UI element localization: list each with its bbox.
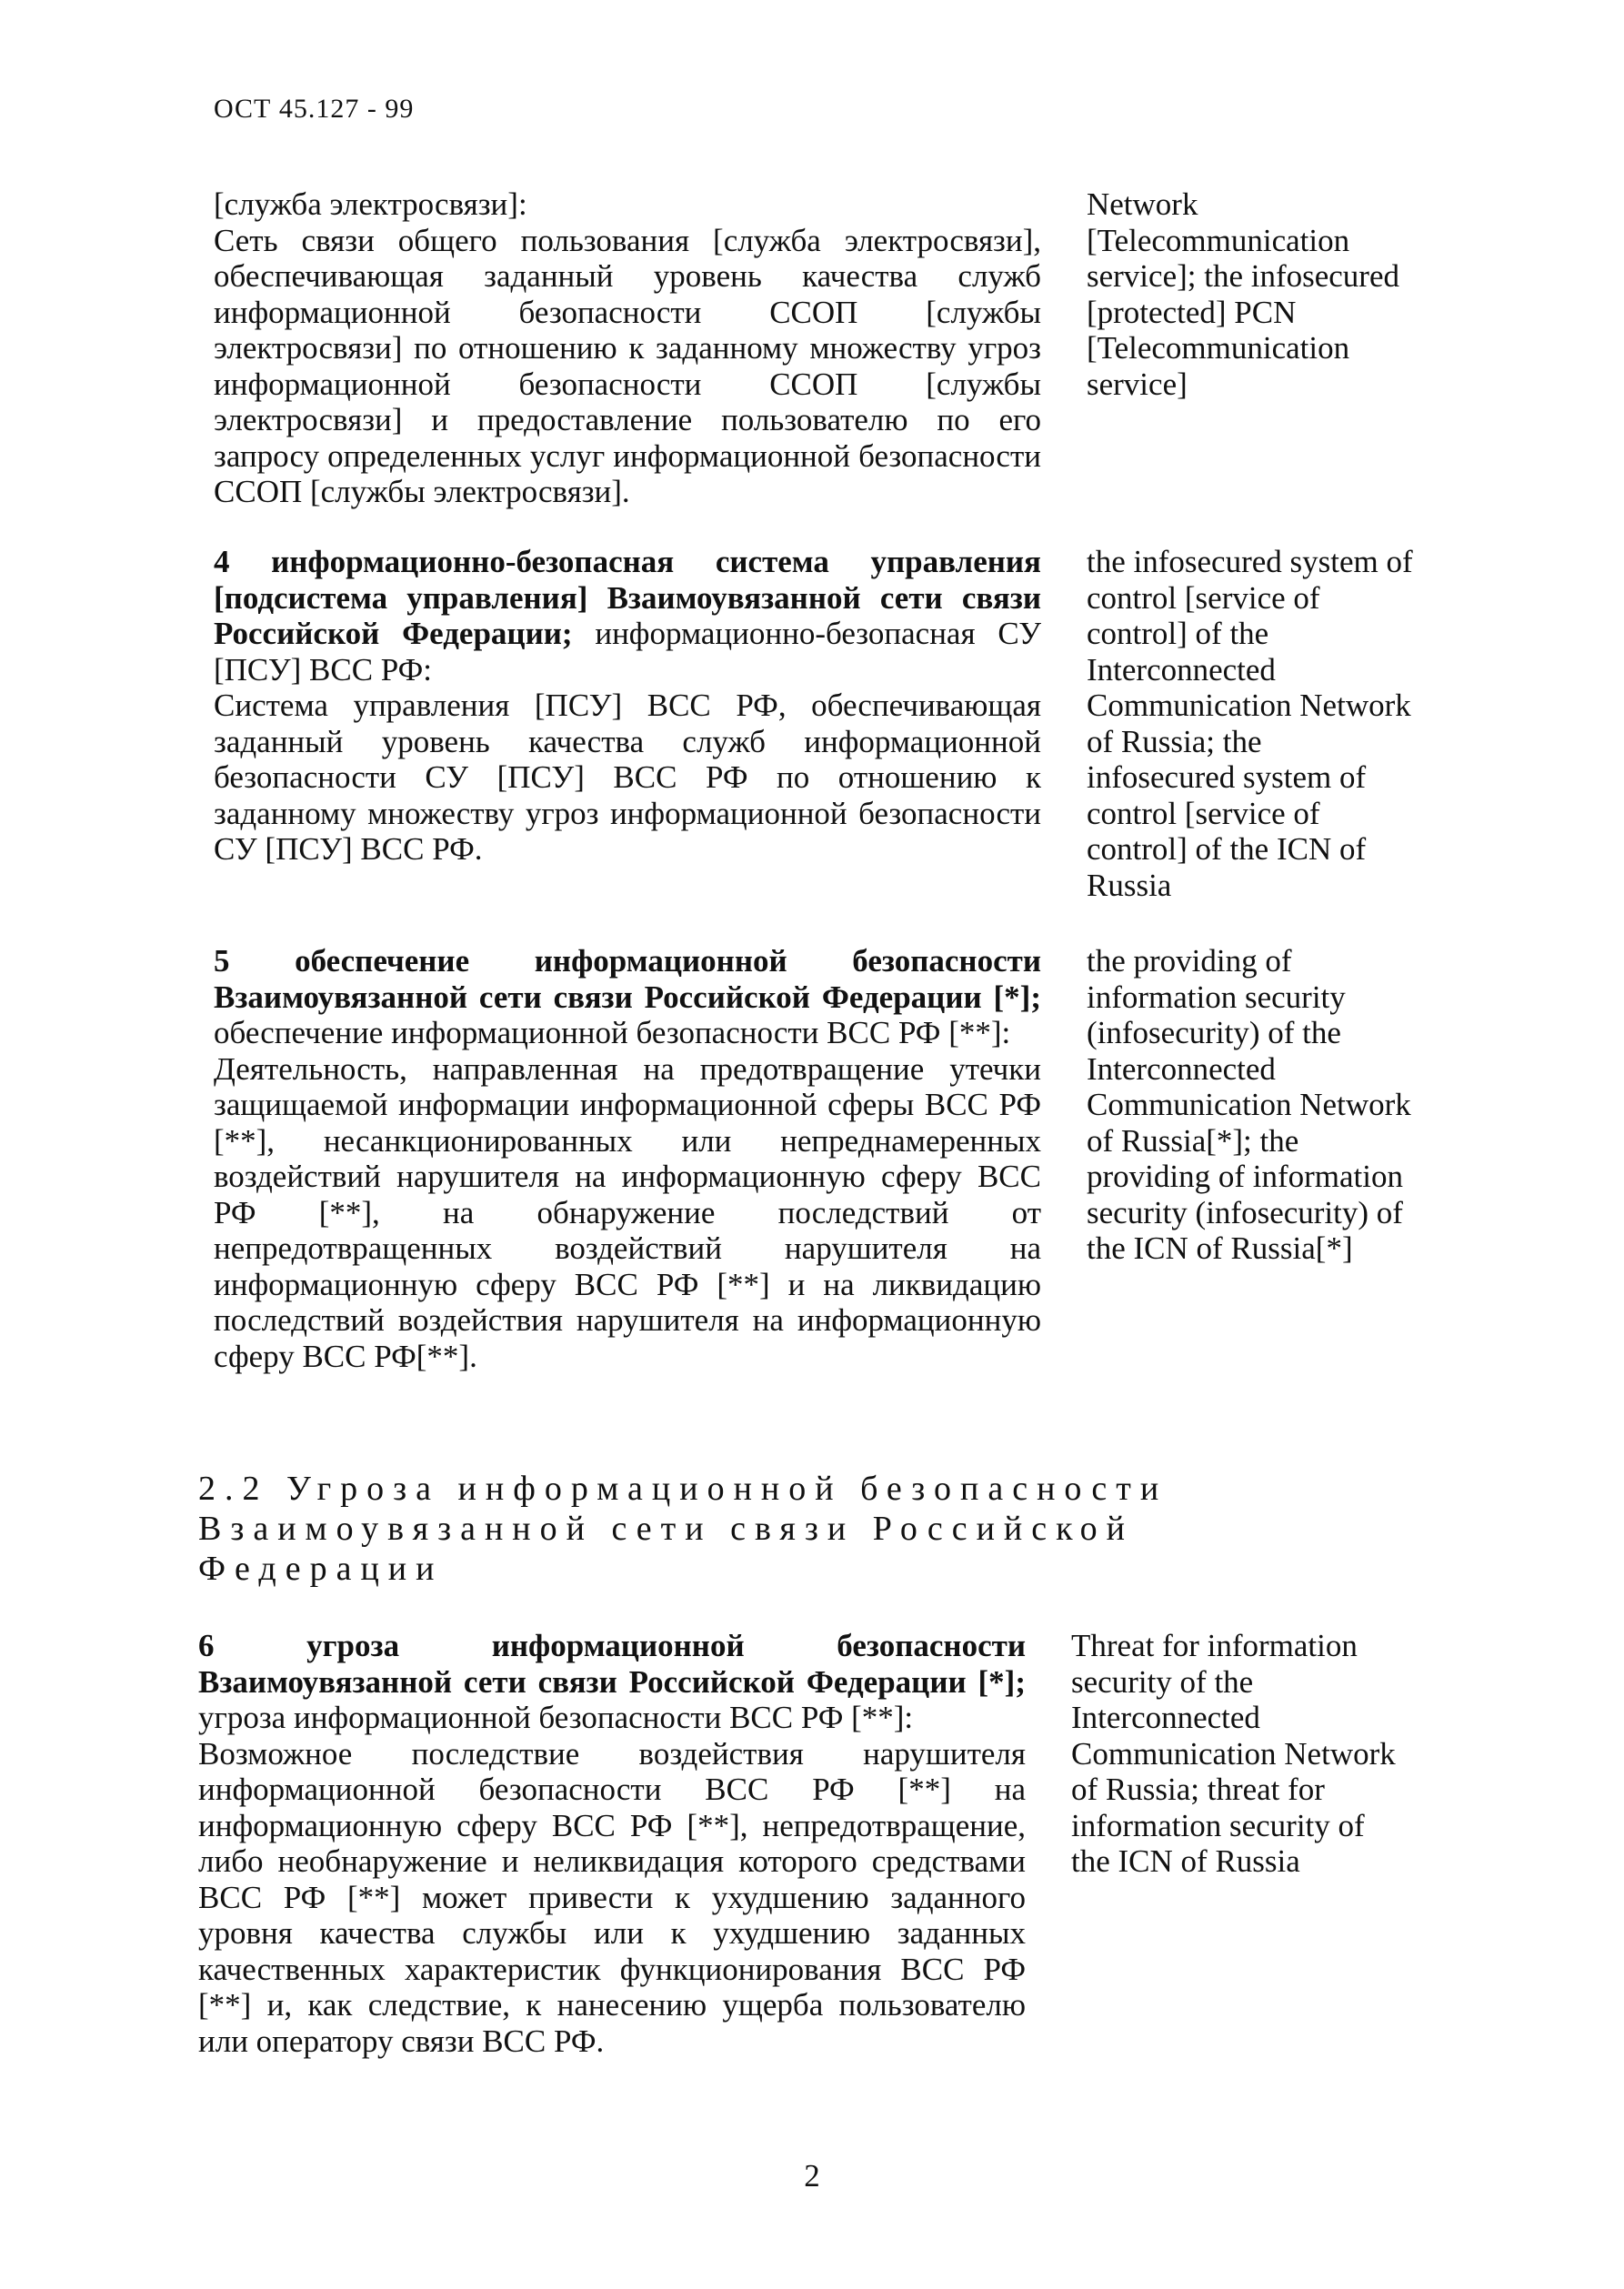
term-bold: 6 угроза информационной безопасности Взаимоувязанной сети связи Российской Федерации [*]; — [198, 1628, 1026, 1700]
term-abbrev: угроза информационной безопасности ВСС РФ [**]: — [198, 1700, 914, 1735]
definition-text: Деятельность, направленная на предотвращение утечки защищаемой информации информационной сферы ВСС РФ [**], несанкционированных или непреднамеренных воздействий нарушителя на информационную сферу ВСС РФ [**], на обнаружение последствий от непредотвращенных воздействий нарушителя на информационную сферу ВСС РФ [**] и на ликвидацию последствий воздействия нарушителя на информационную сферу ВСС РФ[**]. — [214, 1050, 1041, 1374]
english-equivalent: the providing of information security (infosecurity) of the Interconnected Communication Network of Russia[*]; the providing of information security (infosecurity) of the ICN of Russia[*] — [1087, 943, 1411, 1266]
section-title-line-2: Взаимоувязанной сети связи Российской Федерации — [198, 1510, 1135, 1588]
russian-definition — [214, 544, 1041, 868]
term-heading — [198, 1628, 1026, 1736]
definition-text: Система управления [ПСУ] ВСС РФ, обеспечивающая заданный уровень качества служб информационной безопасности СУ [ПСУ] ВСС РФ по отношению к заданному множеству угроз информационной безопасности СУ [ПСУ] ВСС РФ. — [214, 688, 1041, 867]
section-title-line-1: 2.2 Угроза информационной безопасности — [198, 1470, 1168, 1508]
document-code: ОСТ 45.127 - 99 — [214, 94, 415, 124]
russian-definition — [214, 943, 1041, 1374]
definition-text: Возможное последствие воздействия нарушителя информационной безопасности ВСС РФ [**] на информационную сферу ВСС РФ [**], непредотвращение, либо необнаружение и неликвидация которого средствами ВСС РФ [**] может привести к ухудшению заданного уровня качества службы или к ухудшению заданных качественных характеристик функционирования ВСС РФ [**] и, как следствие, к нанесению ущерба пользователю или оператору связи ВСС РФ. — [198, 1735, 1026, 2059]
term-heading — [214, 943, 1041, 1051]
russian-definition — [214, 186, 1041, 510]
term-heading — [214, 544, 1041, 688]
term-abbrev: информационно-безопасная СУ [ПСУ] ВСС РФ: — [214, 616, 1041, 688]
english-equivalent: Threat for information security of the Interconnected Communication Network of Russia; threat for information security of the ICN of Russia — [1071, 1628, 1396, 1879]
term-bold: 5 обеспечение информационной безопасности Взаимоувязанной сети связи Российской Федерации [*]; — [214, 943, 1041, 1015]
term-bold: 4 информационно-безопасная система управления [подсистема управления] Взаимоувязанной сети связи Российской Федерации; — [214, 544, 1041, 651]
term-abbrev: обеспечение информационной безопасности ВСС РФ [**]: — [214, 1015, 1011, 1050]
russian-definition — [198, 1628, 1026, 2059]
english-equivalent: the infosecured system of control [service of control] of the Interconnected Communication Network of Russia; the infosecured system of control [service of control] of the ICN of Russia — [1087, 544, 1413, 903]
page-number: 2 — [804, 2158, 820, 2194]
term-label: [служба электросвязи]: — [214, 186, 527, 222]
english-equivalent: Network [Telecommunication service]; the infosecured [protected] PCN [Telecommunication service] — [1087, 186, 1400, 402]
definition-text: Сеть связи общего пользования [служба электросвязи], обеспечивающая заданный уровень качества служб информационной безопасности ССОП [службы электросвязи] по отношению к заданному множеству угроз информационной безопасности ССОП [службы электросвязи] и предоставление пользователю по его запросу определенных услуг информационной безопасности ССОП [службы электросвязи]. — [214, 222, 1041, 509]
section-title — [198, 1469, 1380, 1589]
